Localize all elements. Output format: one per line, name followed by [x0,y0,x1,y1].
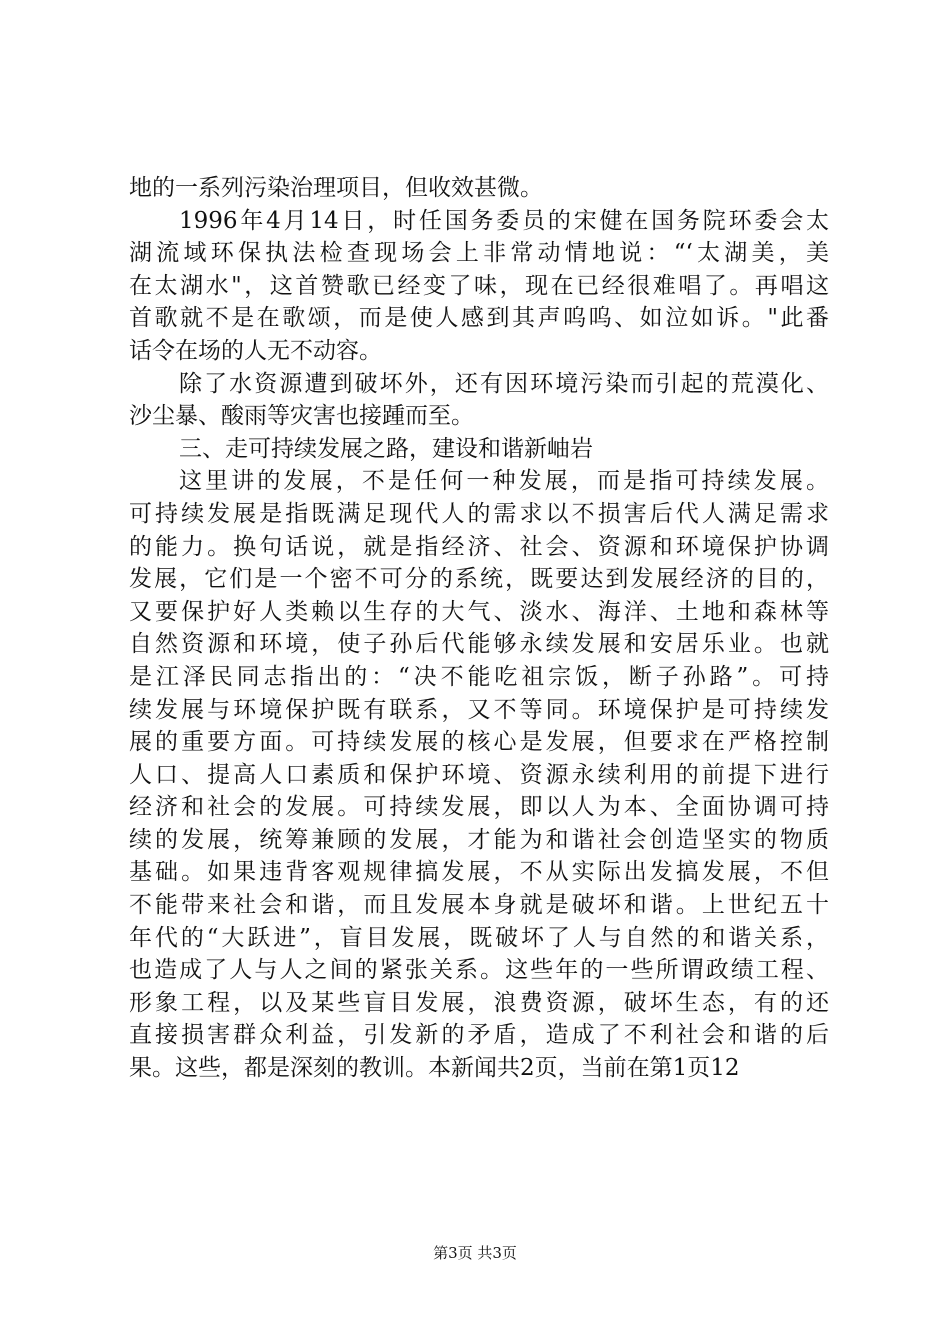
text-line-13: 发展，它们是一个密不可分的系统，既要达到发展经济的目的， [129,566,829,593]
text-line-10: 这里讲的发展，不是任何一种发展，而是指可持续发展。 [179,468,829,495]
text-line-7: 除了水资源遭到破坏外，还有因环境污染而引起的荒漠化、 [179,370,829,397]
text-line-16: 是江泽民同志指出的：“决不能吃祖宗饭，断子孙路”。可持 [129,663,829,690]
section-heading: 三、走可持续发展之路，建设和谐新岫岩 [179,435,593,462]
text-line-22: 基础。如果违背客观规律搞发展，不从实际出发搞发展，不但 [129,859,829,886]
text-line-19: 人口、提高人口素质和保护环境、资源永续利用的前提下进行 [129,761,829,788]
text-line-14: 又要保护好人类赖以生存的大气、淡水、海洋、土地和森林等 [129,598,829,625]
text-line-8: 沙尘暴、酸雨等灾害也接踵而至。 [129,403,474,430]
text-line-28: 果。这些，都是深刻的教训。本新闻共2页，当前在第1页12 [129,1055,740,1082]
document-body [129,172,829,1085]
text-line-1: 地的一系列污染治理项目，但收效甚微。 [129,175,543,201]
text-line-6: 话令在场的人无不动容。 [129,337,382,364]
text-line-3: 湖流域环保执法检查现场会上非常动情地说：“‘太湖美，美 [129,240,829,267]
text-line-17: 续发展与环境保护既有联系，又不等同。环境保护是可持续发 [129,696,829,723]
text-line-24: 年代的“大跃进”，盲目发展，既破坏了人与自然的和谐关系， [129,924,829,951]
text-line-12: 的能力。换句话说，就是指经济、社会、资源和环境保护协调 [129,533,829,560]
text-line-2: 1996年4月14日，时任国务委员的宋健在国务院环委会太 [179,207,829,234]
text-line-20: 经济和社会的发展。可持续发展，即以人为本、全面协调可持 [129,794,829,821]
text-line-27: 直接损害群众利益，引发新的矛盾，造成了不利社会和谐的后 [129,1022,829,1049]
text-line-4: 在太湖水"，这首赞歌已经变了味，现在已经很难唱了。再唱这 [129,272,829,299]
text-line-15: 自然资源和环境，使子孙后代能够永续发展和安居乐业。也就 [129,631,829,658]
text-line-25: 也造成了人与人之间的紧张关系。这些年的一些所谓政绩工程、 [129,957,829,984]
text-line-26: 形象工程，以及某些盲目发展，浪费资源，破坏生态，有的还 [129,989,829,1016]
page-footer: 第3页 共3页 [433,1244,517,1262]
text-line-18: 展的重要方面。可持续发展的核心是发展，但要求在严格控制 [129,729,829,756]
text-line-5: 首歌就不是在歌颂，而是使人感到其声呜呜、如泣如诉。"此番 [129,305,829,332]
text-line-11: 可持续发展是指既满足现代人的需求以不损害后代人满足需求 [129,500,829,527]
text-line-23: 不能带来社会和谐，而且发展本身就是破坏和谐。上世纪五十 [129,892,829,919]
text-line-21: 续的发展，统筹兼顾的发展，才能为和谐社会创造坚实的物质 [129,826,829,853]
